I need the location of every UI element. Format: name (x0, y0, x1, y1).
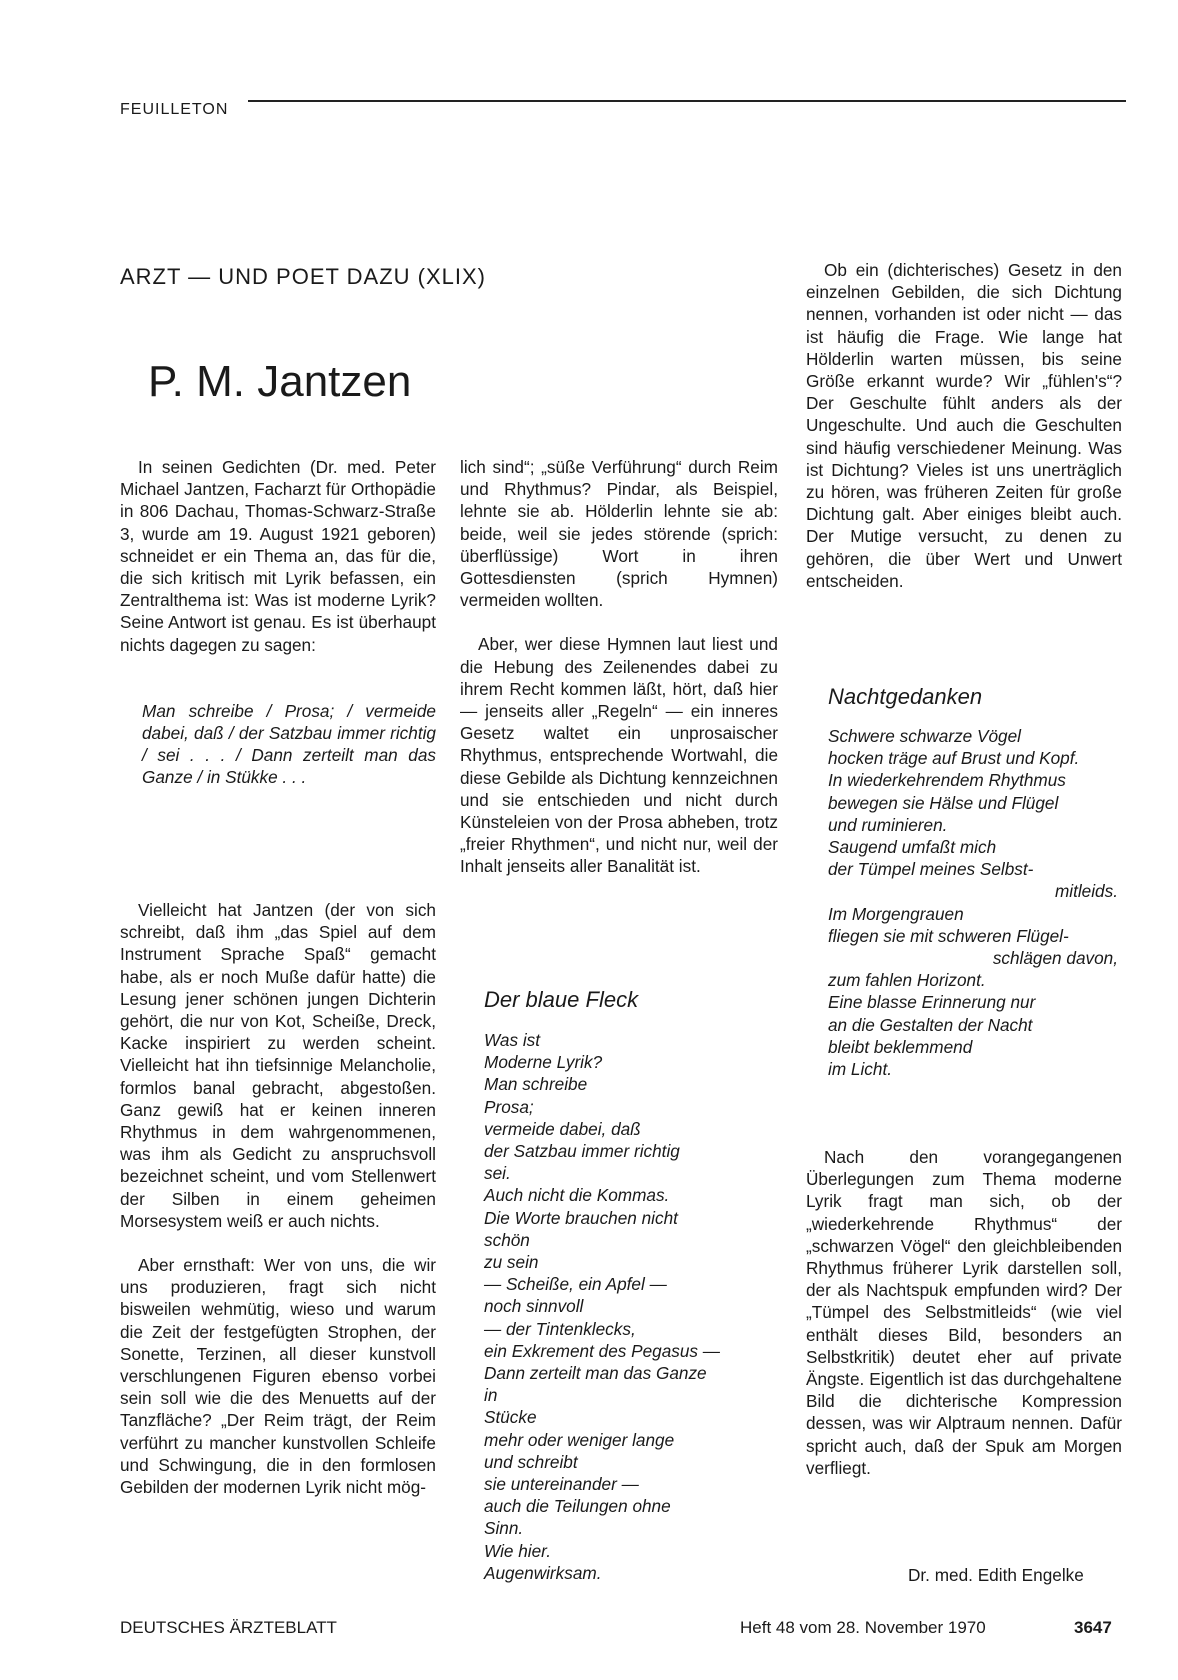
poem-line: sie untereinander — (484, 1474, 639, 1495)
poem-line: im Licht. (828, 1059, 892, 1080)
poem-line: Saugend umfaßt mich (828, 837, 997, 858)
column-3 (806, 259, 1122, 592)
header-rule (248, 100, 1126, 102)
poem-line: schlägen davon, (992, 948, 1118, 969)
section-label: FEUILLETON (120, 101, 229, 118)
poem-line: mitleids. (1054, 881, 1118, 902)
page-number: 3647 (1074, 1618, 1112, 1637)
column-1-lower (120, 899, 436, 1498)
poem-line: Auch nicht die Kommas. (484, 1185, 670, 1206)
poem-line: zu sein (484, 1252, 539, 1273)
poem-line: Was ist (484, 1030, 541, 1050)
poem-line: Prosa; (484, 1096, 534, 1117)
poem-line: mehr oder weniger lange (484, 1429, 675, 1450)
signature: Dr. med. Edith Engelke (908, 1565, 1084, 1585)
poem-line: — der Tintenklecks, (484, 1318, 636, 1339)
poem-line: — Scheiße, ein Apfel — (484, 1274, 667, 1295)
poem-line: Sinn. (484, 1518, 524, 1539)
poem-line: sei. (484, 1163, 511, 1184)
poem-line: Im Morgengrauen (828, 903, 964, 924)
poem-line: Wie hier. (484, 1540, 552, 1561)
poem-title: Nachtgedanken (828, 684, 983, 709)
series-title: ARZT — UND POET DAZU (XLIX) (120, 264, 487, 289)
poem-line: in (484, 1385, 498, 1406)
column-2 (460, 456, 778, 878)
paragraph: Ob ein (dichterisches) Gesetz in den einzelnen Gebilden, die sich Dichtung nennen, vorhanden ist oder nicht — das ist häufig die Frage. Wie lange hat Hölderlin warten müssen, bis seine Größe erkannt wurde? Wir „fühlen's“? Der Geschulte fühlt anders als der Ungeschulte. Und auch die Geschulten sind häufig verschiedener Meinung. Was ist Dichtung? Vieles ist uns unerträglich zu hören, was früheren Zeiten für große Dichtung galt. Aber einiges bleibt auch. Der Mutige versucht, zu denen zu gehören, die über Wert und Unwert entscheiden. (806, 260, 1122, 591)
column-3-lower (806, 1146, 1122, 1479)
poem-line: schön (484, 1229, 530, 1250)
poem-line: und schreibt (484, 1451, 578, 1472)
poem-line: In wiederkehrendem Rhythmus (828, 770, 1066, 791)
poem-line: und ruminieren. (828, 814, 948, 835)
poem-line: Stücke (484, 1407, 537, 1428)
poem-line: Man schreibe (484, 1074, 588, 1095)
issue-date: Heft 48 vom 28. November 1970 (740, 1618, 986, 1637)
paragraph: Aber ernsthaft: Wer von uns, die wir uns produzieren, fragt sich nicht bisweilen wehmütig, wieso und warum die Zeit der festgefügten Strophen, der Sonette, Terzinen, all dieser kunstvoll verschlungenen Figuren ebenso vorbei sein soll wie die des Menuetts auf der Tanzfläche? „Der Reim trägt, der Reim verführt zu mancher kunstvollen Schleife und Schwingung, die in den formlosen Gebilden der modernen Lyrik nicht mög- (120, 1255, 436, 1498)
poem-line: Dann zerteilt man das Ganze (484, 1363, 707, 1384)
poem (828, 725, 1118, 1080)
poem (484, 1029, 720, 1584)
paragraph: Aber, wer diese Hymnen laut liest und die Hebung des Zeilenendes dabei zu ihrem Recht kommen läßt, hört, daß hier — jenseits aller „Regeln“ — ein inneres Gesetz waltet ein unprosaischer Rhythmus, entsprechende Wortwahl, die diese Gebilde als Dichtung kennzeichnen und sie entschieden und nicht durch Künsteleien von der Prosa abheben, trotz „freier Rhythmen“, und nicht nur, weil der Inhalt jenseits aller Banalität ist. (460, 634, 778, 877)
poem-line: bewegen sie Hälse und Flügel (828, 792, 1059, 813)
quotation: Man schreibe / Prosa; / vermeide dabei, daß / der Satzbau immer richtig / sei . . . / Dann zerteilt man das Ganze / in Stükke . . . (142, 700, 436, 788)
column-1 (120, 456, 436, 789)
poem-line: vermeide dabei, daß (484, 1118, 641, 1139)
poem-line: hocken träge auf Brust und Kopf. (828, 748, 1080, 769)
poem-line: Moderne Lyrik? (484, 1052, 603, 1073)
poem-line: auch die Teilungen ohne (484, 1496, 671, 1517)
paragraph: lich sind“; „süße Verführung“ durch Reim und Rhythmus? Pindar, als Beispiel, lehnte sie ab. Hölderlin lehnte sie ab: beide, weil sie jedes störende (sprich: überflüssige) Wort in ihren Gottesdiensten (sprich Hymnen) vermeiden wollten. (460, 457, 778, 611)
poem-line: der Satzbau immer richtig (484, 1141, 680, 1162)
poem-line: Die Worte brauchen nicht (484, 1207, 678, 1228)
poem-line: ein Exkrement des Pegasus — (484, 1340, 720, 1361)
poem-line: zum fahlen Horizont. (828, 970, 986, 991)
paragraph: Vielleicht hat Jantzen (der von sich schreibt, daß ihm „das Spiel auf dem Instrument Sprache Spaß“ gemacht habe, als er noch Muße dafür hatte) die Lesung jener schönen jungen Dichterin gehört, die nur von Kot, Scheiße, Dreck, Kacke inspiriert zu werden scheint. Vielleicht hat ihn tiefsinnige Melancholie, formlos banal gebracht, abgestoßen. Ganz gewiß hat er keinen inneren Rhythmus in dem wahrgenommenen, was ihm als Gedicht zu anspruchsvoll bezeichnet scheint, und vom Stellenwert der Silben in einem geheimen Morsesystem weiß er auch nichts. (120, 900, 436, 1231)
poem-line: der Tümpel meines Selbst- (828, 859, 1034, 880)
paragraph: Nach den vorangegangenen Überlegungen zum Thema moderne Lyrik fragt man sich, ob der „wiederkehrende Rhythmus“ der „schwarzen Vögel“ den gleichbleibenden Rhythmus früherer Lyrik darstellen soll, der als Nachtspuk empfunden wird? Der „Tümpel des Selbstmitleids“ (wie viel enthält dieses Bild, besonders an Selbstkritik) deutet eher auf private Ängste. Eigentlich ist das durchgehaltene Bild die dichterische Kompression dessen, was wir Alptraum nennen. Dafür spricht auch, daß der Spuk am Morgen verfliegt. (806, 1147, 1122, 1478)
poem-line: an die Gestalten der Nacht (828, 1014, 1033, 1035)
poem-line: Schwere schwarze Vögel (828, 726, 1021, 746)
poem-line: fliegen sie mit schweren Flügel- (828, 925, 1069, 946)
poem-line: bleibt beklemmend (828, 1036, 973, 1057)
poem-line: Eine blasse Erinnerung nur (828, 992, 1036, 1013)
poem-title: Der blaue Fleck (484, 987, 639, 1012)
paragraph: In seinen Gedichten (Dr. med. Peter Michael Jantzen, Facharzt für Orthopädie in 806 Dachau, Thomas-Schwarz-Straße 3, wurde am 19. August 1921 geboren) schneidet er ein Thema an, das für die, die sich kritisch mit Lyrik befassen, ein Zentralthema ist: Was ist moderne Lyrik? Seine Antwort ist genau. Es ist überhaupt nichts dagegen zu sagen: (120, 457, 436, 655)
journal-name: DEUTSCHES ÄRZTEBLATT (120, 1618, 337, 1637)
poem-line: Augenwirksam. (484, 1562, 602, 1583)
article-title: P. M. Jantzen (148, 357, 412, 406)
poem-line: noch sinnvoll (484, 1296, 584, 1317)
